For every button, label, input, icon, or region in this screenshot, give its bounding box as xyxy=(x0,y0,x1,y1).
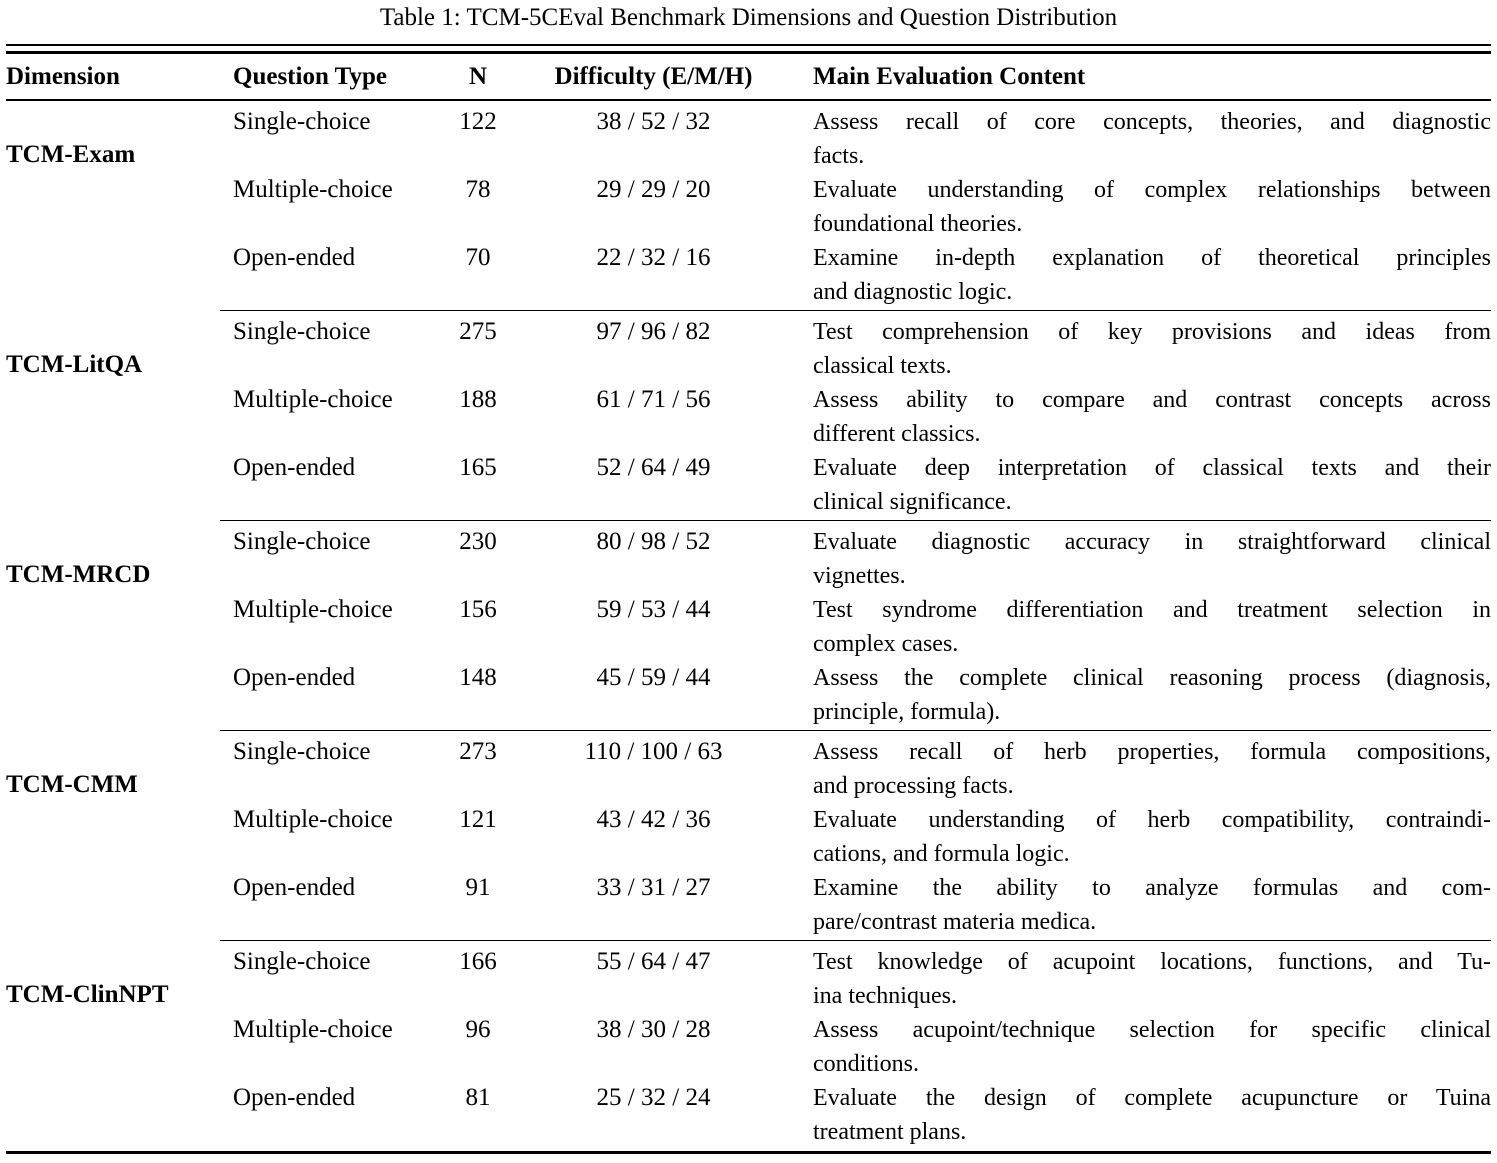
section-tcm-cmm xyxy=(6,731,1491,941)
content-line: and diagnostic logic. xyxy=(813,279,1013,305)
difficulty-cell: 38 / 30 / 28 xyxy=(596,1016,711,1043)
question-type-cell: Open-ended xyxy=(233,664,356,691)
difficulty-cell: 61 / 71 / 56 xyxy=(596,386,711,413)
table-caption: Table 1: TCM-5CEval Benchmark Dimensions and Question Distribution xyxy=(379,4,1118,31)
content-cell xyxy=(801,593,1491,661)
table-row xyxy=(6,1081,1491,1149)
n-cell: 273 xyxy=(459,738,497,765)
dimension-label: TCM-LitQA xyxy=(6,351,143,378)
content-cell xyxy=(801,525,1491,593)
content-line: Assess the complete clinical reasoning process (diagnosis, xyxy=(813,665,1491,691)
n-cell: 96 xyxy=(465,1016,491,1043)
content-line: Test knowledge of acupoint locations, functions, and Tu- xyxy=(813,949,1491,975)
table-row xyxy=(6,945,1491,1013)
question-type-cell: Multiple-choice xyxy=(233,386,393,413)
table-row xyxy=(6,803,1491,871)
difficulty-cell: 97 / 96 / 82 xyxy=(596,318,711,345)
difficulty-cell: 43 / 42 / 36 xyxy=(596,806,711,833)
content-cell xyxy=(801,945,1491,1013)
section-tcm-litqa xyxy=(6,311,1491,521)
question-type-cell: Open-ended xyxy=(233,454,356,481)
n-cell: 188 xyxy=(459,386,497,413)
question-type-cell: Open-ended xyxy=(233,874,356,901)
content-line: complex cases. xyxy=(813,631,959,657)
content-cell xyxy=(801,451,1491,519)
content-line: Assess recall of core concepts, theories, and diagnostic xyxy=(813,109,1491,135)
content-cell xyxy=(801,315,1491,383)
table-row xyxy=(6,451,1491,519)
difficulty-cell: 55 / 64 / 47 xyxy=(596,948,711,975)
content-line: Assess recall of herb properties, formula compositions, xyxy=(813,739,1491,765)
content-line: clinical significance. xyxy=(813,489,1012,515)
question-type-cell: Open-ended xyxy=(233,244,356,271)
n-cell: 81 xyxy=(465,1084,491,1111)
content-line: Assess acupoint/technique selection for specific clinical xyxy=(813,1017,1491,1043)
n-cell: 91 xyxy=(465,874,491,901)
table-row xyxy=(6,661,1491,729)
difficulty-cell: 45 / 59 / 44 xyxy=(596,664,711,691)
n-cell: 70 xyxy=(465,244,491,271)
column-header-difficulty: Difficulty (E/M/H) xyxy=(554,62,753,90)
content-line: foundational theories. xyxy=(813,211,1023,237)
content-line: Test syndrome differentiation and treatment selection in xyxy=(813,597,1491,623)
question-type-cell: Multiple-choice xyxy=(233,1016,393,1043)
n-cell: 166 xyxy=(459,948,497,975)
difficulty-cell: 22 / 32 / 16 xyxy=(596,244,711,271)
table-row xyxy=(6,871,1491,939)
bottom-rule xyxy=(6,1151,1491,1154)
question-type-cell: Single-choice xyxy=(233,108,371,135)
content-cell xyxy=(801,105,1491,173)
column-header-question-type: Question Type xyxy=(233,62,387,90)
content-line: facts. xyxy=(813,143,865,169)
content-cell xyxy=(801,1013,1491,1081)
table-row xyxy=(6,241,1491,309)
table-row xyxy=(6,735,1491,803)
difficulty-cell: 29 / 29 / 20 xyxy=(596,176,711,203)
content-line: Evaluate understanding of herb compatibility, contraindi- xyxy=(813,807,1491,833)
table-row xyxy=(6,1013,1491,1081)
difficulty-cell: 33 / 31 / 27 xyxy=(596,874,711,901)
content-line: Evaluate understanding of complex relationships between xyxy=(813,177,1491,203)
content-cell xyxy=(801,1081,1491,1149)
difficulty-cell: 25 / 32 / 24 xyxy=(596,1084,711,1111)
section-tcm-clinnpt xyxy=(6,941,1491,1151)
content-cell xyxy=(801,173,1491,241)
content-line: different classics. xyxy=(813,421,981,447)
question-type-cell: Open-ended xyxy=(233,1084,356,1111)
dimension-label: TCM-MRCD xyxy=(6,561,151,588)
section-tcm-mrcd xyxy=(6,521,1491,731)
n-cell: 122 xyxy=(459,108,497,135)
n-cell: 156 xyxy=(459,596,497,623)
content-line: treatment plans. xyxy=(813,1119,967,1145)
n-cell: 78 xyxy=(465,176,491,203)
content-line: Assess ability to compare and contrast concepts across xyxy=(813,387,1491,413)
dimension-label: TCM-Exam xyxy=(6,141,136,168)
content-cell xyxy=(801,735,1491,803)
content-line: Evaluate the design of complete acupuncture or Tuina xyxy=(813,1085,1491,1111)
table-row xyxy=(6,315,1491,383)
content-line: Examine the ability to analyze formulas and com- xyxy=(813,875,1491,901)
content-line: Test comprehension of key provisions and ideas from xyxy=(813,319,1491,345)
question-type-cell: Single-choice xyxy=(233,528,371,555)
table-row xyxy=(6,525,1491,593)
column-header-n: N xyxy=(468,62,488,90)
content-cell xyxy=(801,383,1491,451)
n-cell: 275 xyxy=(459,318,497,345)
question-type-cell: Multiple-choice xyxy=(233,596,393,623)
content-line: principle, formula). xyxy=(813,699,1001,725)
dimension-label: TCM-CMM xyxy=(6,771,138,798)
content-line: and processing facts. xyxy=(813,773,1014,799)
difficulty-cell: 38 / 52 / 32 xyxy=(596,108,711,135)
section-tcm-exam xyxy=(6,101,1491,311)
dimension-label: TCM-ClinNPT xyxy=(6,981,169,1008)
question-type-cell: Multiple-choice xyxy=(233,806,393,833)
n-cell: 121 xyxy=(459,806,497,833)
column-header-main-content: Main Evaluation Content xyxy=(813,62,1086,90)
table-row xyxy=(6,593,1491,661)
table-header-row xyxy=(6,54,1491,101)
content-line: classical texts. xyxy=(813,353,952,379)
difficulty-cell: 52 / 64 / 49 xyxy=(596,454,711,481)
content-line: pare/contrast materia medica. xyxy=(813,909,1097,935)
benchmark-table xyxy=(6,44,1491,1154)
n-cell: 230 xyxy=(459,528,497,555)
content-line: cations, and formula logic. xyxy=(813,841,1070,867)
content-line: conditions. xyxy=(813,1051,919,1077)
content-line: ina techniques. xyxy=(813,983,957,1009)
content-cell xyxy=(801,241,1491,309)
question-type-cell: Multiple-choice xyxy=(233,176,393,203)
top-rule-thin xyxy=(6,44,1491,46)
table-row xyxy=(6,173,1491,241)
content-cell xyxy=(801,803,1491,871)
content-cell xyxy=(801,661,1491,729)
n-cell: 148 xyxy=(459,664,497,691)
difficulty-cell: 59 / 53 / 44 xyxy=(596,596,711,623)
table-row xyxy=(6,105,1491,173)
content-line: Evaluate diagnostic accuracy in straightforward clinical xyxy=(813,529,1491,555)
content-line: vignettes. xyxy=(813,563,906,589)
content-cell xyxy=(801,871,1491,939)
content-line: Evaluate deep interpretation of classical texts and their xyxy=(813,455,1491,481)
question-type-cell: Single-choice xyxy=(233,318,371,345)
question-type-cell: Single-choice xyxy=(233,948,371,975)
n-cell: 165 xyxy=(459,454,497,481)
column-header-dimension: Dimension xyxy=(6,62,120,90)
content-line: Examine in-depth explanation of theoretical principles xyxy=(813,245,1491,271)
difficulty-cell: 80 / 98 / 52 xyxy=(596,528,711,555)
table-row xyxy=(6,383,1491,451)
difficulty-cell: 110 / 100 / 63 xyxy=(584,738,723,765)
question-type-cell: Single-choice xyxy=(233,738,371,765)
